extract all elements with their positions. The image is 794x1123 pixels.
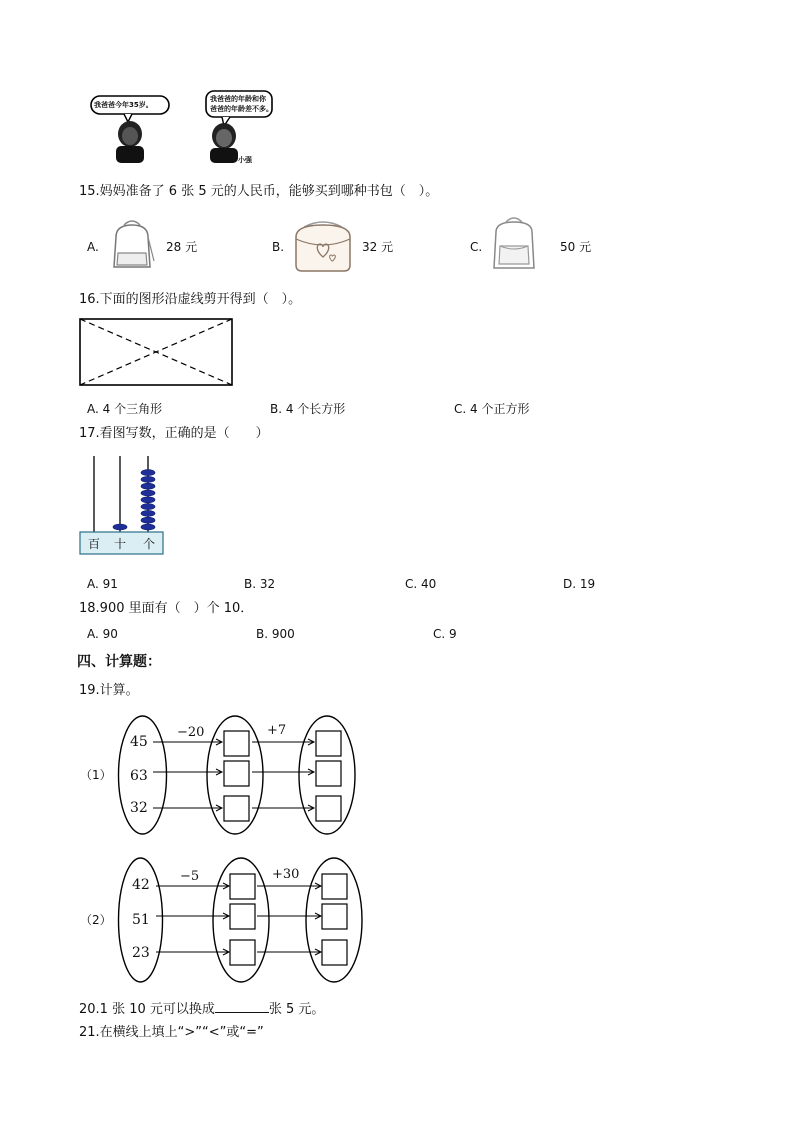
q18-option-a[interactable]: A. 90	[87, 627, 118, 641]
q19-p1-number-2: 63	[130, 768, 148, 784]
bubble-right-text-2: 爸爸的年龄差不多。	[210, 105, 273, 113]
q18-stem: 18.900 里面有（ ）个 10．	[79, 601, 254, 616]
section-title: 四、计算题：	[77, 654, 161, 670]
q17-option-a[interactable]: A. 91	[87, 577, 118, 591]
q20-answer-blank[interactable]	[215, 1000, 269, 1013]
q17-stem: 17.看图写数，正确的是（ ）	[79, 426, 269, 441]
q17-option-c[interactable]: C. 40	[405, 577, 437, 591]
abacus-label-hundreds: 百	[88, 537, 101, 551]
q15-option-b-label[interactable]: B.	[272, 240, 285, 254]
abacus-bead	[141, 517, 155, 523]
q19-p2-op2: +30	[272, 867, 300, 882]
q15-option-c-label[interactable]: C.	[470, 240, 483, 254]
q21-stem: 21.在横线上填上“>”“<”或“=”	[79, 1025, 264, 1040]
backpack-icon	[108, 217, 156, 271]
q19-part2-label: （2）	[80, 913, 112, 927]
bubble-right-text-1: 我爸爸的年龄和你	[210, 95, 266, 103]
heart-backpack-icon	[290, 217, 356, 275]
q16-option-c[interactable]: C. 4 个正方形	[454, 402, 530, 416]
q17-option-b[interactable]: B. 32	[244, 577, 276, 591]
q19-stem: 19.计算。	[79, 683, 139, 698]
backpack-icon	[488, 214, 540, 272]
abacus-label-tens: 十	[114, 537, 127, 551]
q19-p1-number-1: 45	[130, 734, 148, 750]
q19-part1-label: （1）	[80, 768, 112, 782]
q20-text-after: 张 5 元。	[268, 1002, 325, 1017]
q15-option-a-price: 28 元	[166, 240, 198, 254]
q16-option-a[interactable]: A. 4 个三角形	[87, 402, 163, 416]
q18-option-c[interactable]: C. 9	[433, 627, 457, 641]
abacus-bead	[141, 497, 155, 503]
illustration-people	[86, 88, 286, 168]
person-name: 小强	[238, 156, 252, 164]
q19-p2-number-1: 42	[132, 877, 150, 893]
abacus-bead	[141, 483, 155, 489]
q19-part1-diagram	[118, 714, 358, 836]
abacus-label-ones: 个	[143, 537, 156, 551]
q15-option-c-price: 50 元	[560, 240, 592, 254]
abacus-bead	[141, 490, 155, 496]
q19-p1-op2: +7	[267, 723, 287, 738]
q20-text-before: 20.1 张 10 元可以换成	[79, 1002, 215, 1017]
q15-option-b-price: 32 元	[362, 240, 394, 254]
abacus-bead	[141, 470, 155, 476]
q16-stem: 16.下面的图形沿虚线剪开得到（ ）。	[79, 292, 302, 307]
abacus-bead	[141, 476, 155, 482]
q19-p2-number-3: 23	[132, 945, 150, 961]
abacus-bead	[141, 524, 155, 530]
q19-p2-op1: −5	[180, 869, 200, 884]
bubble-left-text: 我爸爸今年35岁。	[94, 101, 153, 109]
q19-p1-number-3: 32	[130, 800, 148, 816]
q17-option-d[interactable]: D. 19	[563, 577, 596, 591]
q15-stem: 15.妈妈准备了 6 张 5 元的人民币，能够买到哪种书包（ ）。	[79, 184, 439, 199]
dashed-rectangle-figure	[79, 318, 233, 386]
q18-option-b[interactable]: B. 900	[256, 627, 295, 641]
q19-p1-op1: −20	[177, 725, 205, 740]
abacus-bead	[141, 510, 155, 516]
abacus-bead	[113, 524, 127, 530]
q16-option-b[interactable]: B. 4 个长方形	[270, 402, 346, 416]
q19-part2-diagram	[118, 856, 364, 984]
q20-question	[79, 1000, 324, 1018]
abacus-bead	[141, 504, 155, 510]
q15-option-a-label[interactable]: A.	[87, 240, 99, 254]
q19-p2-number-2: 51	[132, 912, 150, 928]
